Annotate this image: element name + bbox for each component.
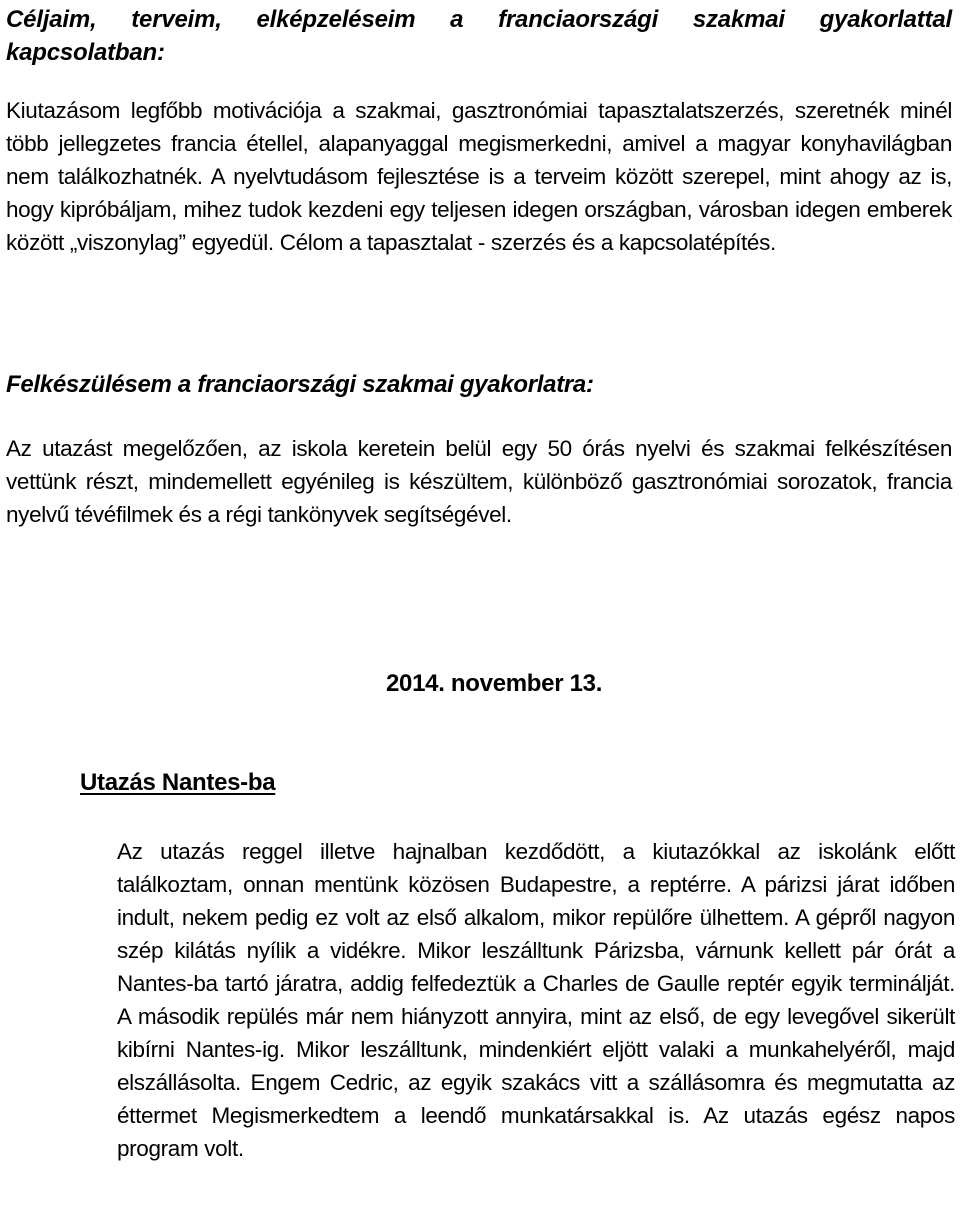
goals-paragraph: Kiutazásom legfőbb motivációja a szakmai, gasztronómiai tapasztalatszerzés, szeretnék minél több jellegzetes francia étellel, alapanyaggal megismerkedni, amivel a magyar konyhavilágban nem találkozhatnék. A nyelvtudásom fejlesztése is a terveim között szerepel, mint ahogy az is, hogy kipróbáljam, mihez tudok kezdeni egy teljesen idegen országban, városban idegen emberek között „viszonylag” egyedül. Célom a tapasztalat - szerzés és a kapcsolatépítés. — [6, 98, 952, 255]
section-heading-goals: Céljaim, terveim, elképzeléseim a franciaországi szakmai gyakorlattal kapcsolatban: — [6, 6, 952, 66]
entry-date: 2014. november 13. — [386, 670, 603, 697]
preparation-paragraph: Az utazást megelőzően, az iskola keretein belül egy 50 órás nyelvi és szakmai felkészítésen vettünk részt, mindemellett egyénileg is készültem, különböző gasztronómiai sorozatok, francia nyelvű tévéfilmek és a régi tankönyvek segítségével. — [6, 436, 952, 527]
entry-paragraph: Az utazás reggel illetve hajnalban kezdődött, a kiutazókkal az iskolánk előtt találkoztam, onnan mentünk közösen Budapestre, a reptérre. A párizsi járat időben indult, nekem pedig ez volt az első alkalom, mikor repülőre ülhettem. A gépről nagyon szép kilátás nyílik a vidékre. Mikor leszálltunk Párizsba, várnunk kellett pár órát a Nantes-ba tartó járatra, addig felfedeztük a Charles de Gaulle reptér egyik terminálját. A második repülés már nem hiányzott annyira, mint az első, de egy levegővel sikerült kibírni Nantes-ig. Mikor leszálltunk, mindenkiért eljött valaki a munkahelyéről, majd elszállásolta. Engem Cedric, az egyik szakács vitt a szállásomra és megmutatta az éttermet Megismerkedtem a leendő munkatársakkal is. Az utazás egész napos program volt. — [117, 839, 955, 1161]
entry-title: Utazás Nantes-ba — [80, 769, 276, 796]
section-heading-preparation: Felkészülésem a franciaországi szakmai gyakorlatra: — [6, 371, 594, 398]
